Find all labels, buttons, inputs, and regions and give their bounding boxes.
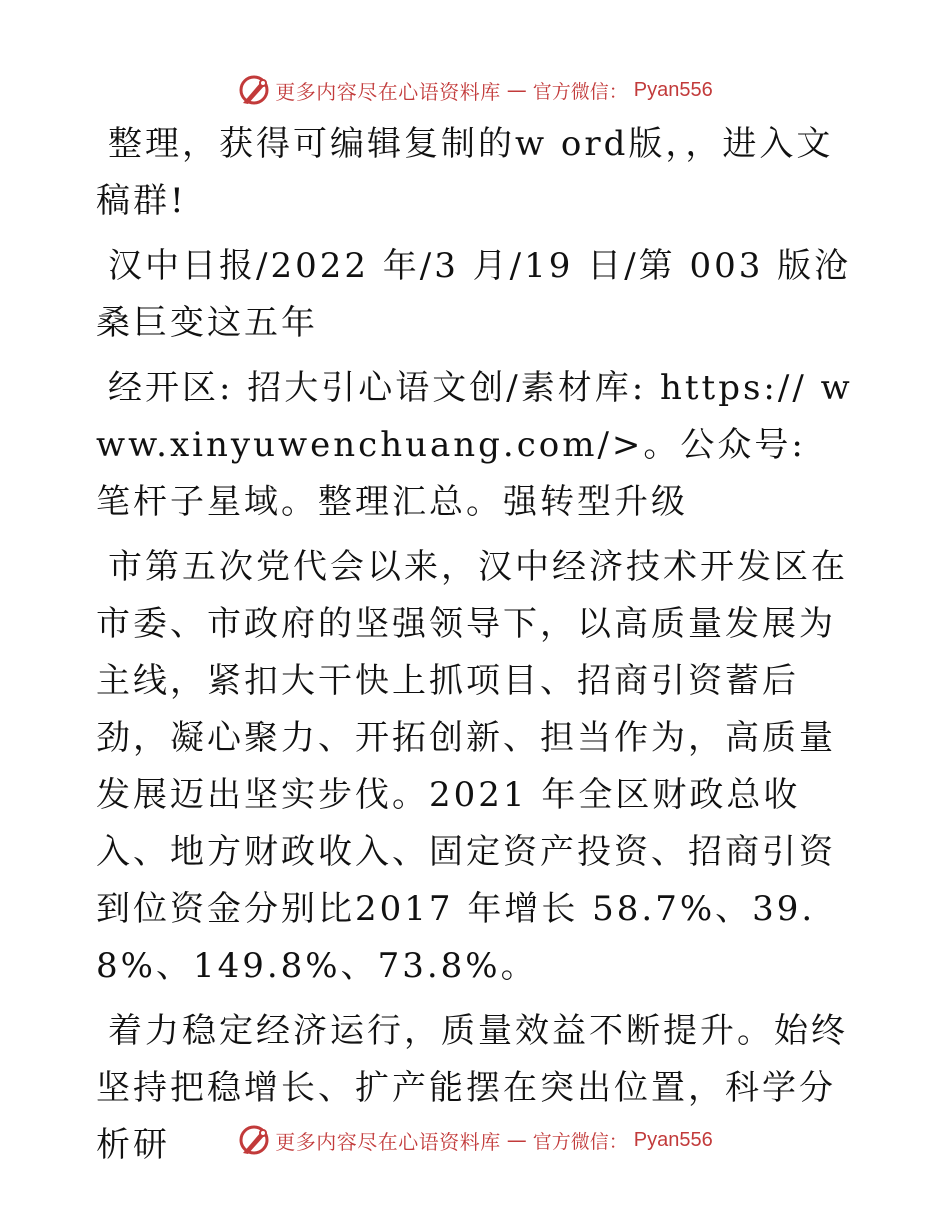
watermark-separator: —	[506, 78, 527, 102]
watermark-wechat-id: Pyan556	[633, 1128, 713, 1151]
watermark-wechat-label: 官方微信：	[532, 80, 628, 103]
watermark-site-text: 更多内容尽在心语资料库	[275, 79, 501, 104]
paragraph-source: 汉中日报/2022 年/3 月/19 日/第 003 版沧桑巨变这五年	[96, 246, 852, 343]
paragraph-intro: 整理，获得可编辑复制的w ord版，，进入文稿群!	[96, 124, 834, 221]
paragraph-body-2: 着力稳定经济运行，质量效益不断提升。始终坚持把稳增长、扩产能摆在突出位置，科学分析研	[96, 1011, 848, 1165]
paragraph-body-1: 市第五次党代会以来，汉中经济技术开发区在市委、市政府的坚强领导下，以高质量发展为主线，紧扣大干快上抓项目、招商引资蓄后劲，凝心聚力、开拓创新、担当作为，高质量发展迈出坚实步伐。2021 年全区财政总收入、地方财政收入、固定资产投资、招商引资到位资金分别比2017 年增长 58.7%、39.8%、149.8%、73.8%。	[96, 547, 848, 986]
header-watermark	[0, 70, 950, 110]
paragraph-heading: 经开区: 招大引心语文创/素材库: https:// www.xinyuwenchuang.com/>。公众号: 笔杆子星域。整理汇总。强转型升级	[96, 368, 853, 522]
brush-pen-logo-icon	[237, 1123, 271, 1157]
footer-watermark	[0, 1120, 950, 1160]
watermark-site-text: 更多内容尽在心语资料库	[275, 1129, 501, 1154]
watermark-separator: —	[506, 1128, 527, 1152]
watermark-wechat-label: 官方微信：	[532, 1130, 628, 1153]
document-body	[96, 116, 856, 1182]
brush-pen-logo-icon	[237, 73, 271, 107]
watermark-wechat-id: Pyan556	[633, 78, 713, 101]
